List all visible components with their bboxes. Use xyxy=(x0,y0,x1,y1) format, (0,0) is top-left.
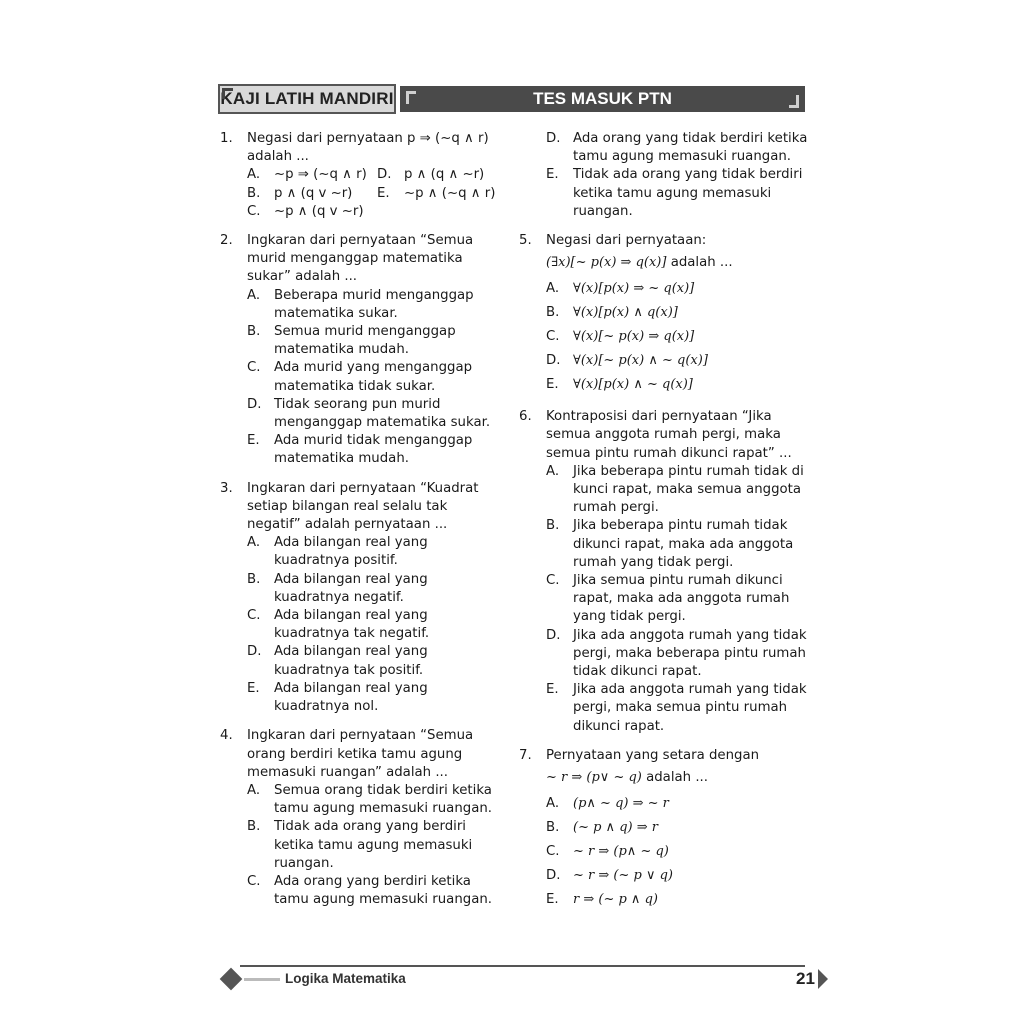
question-3 xyxy=(220,480,505,717)
question-expression: ~ r ⇒ (p∨ ~ q) adalah ... xyxy=(546,770,709,786)
option-e: E. ~p ∧ (~q ∧ r) xyxy=(377,185,496,201)
question-text: Negasi dari pernyataan: xyxy=(546,233,707,249)
footer-bar xyxy=(244,978,280,981)
question-number: 2. xyxy=(220,233,233,249)
option-a: A. ∀(x)[p(x) ⇒ ~ q(x)] xyxy=(546,281,695,297)
option-e: E. ∀(x)[p(x) ∧ ~ q(x)] xyxy=(546,377,693,393)
option-b: B. Jika beberapa pintu rumah tidak dikunci rapat, maka ada anggota rumah yang tidak pergi. xyxy=(546,518,794,570)
option-e: E. Tidak ada orang yang tidak berdiri ketika tamu agung memasuki ruangan. xyxy=(546,167,803,219)
left-column xyxy=(220,130,505,920)
section-title-bar xyxy=(400,86,805,112)
question-6 xyxy=(519,408,809,736)
option-b: B. p ∧ (q v ~r) xyxy=(247,185,353,201)
question-5 xyxy=(519,232,809,397)
option-d: D. Ada bilangan real yang kuadratnya tak positif. xyxy=(247,644,428,678)
option-b: B. (~ p ∧ q) ⇒ r xyxy=(546,820,658,836)
question-number: 3. xyxy=(220,480,233,496)
option-c: C. Ada bilangan real yang kuadratnya tak negatif. xyxy=(247,608,430,642)
option-c: C. ~ r ⇒ (p∧ ~ q) xyxy=(546,844,669,860)
option-d: D. ∀(x)[~ p(x) ∧ ~ q(x)] xyxy=(546,353,708,369)
question-1 xyxy=(220,130,505,221)
question-4 xyxy=(220,727,505,909)
footer-divider xyxy=(240,965,805,967)
question-text: Pernyataan yang setara dengan xyxy=(546,747,760,763)
question-number: 5. xyxy=(519,233,532,249)
section-label-box xyxy=(218,84,396,114)
option-b: B. ∀(x)[p(x) ∧ q(x)] xyxy=(546,305,678,321)
option-e: E. Jika ada anggota rumah yang tidak pergi, maka semua pintu rumah dikunci rapat. xyxy=(546,682,807,734)
footer-title: Logika Matematika xyxy=(285,971,406,986)
section-label: KAJI LATIH MANDIRI xyxy=(220,89,394,108)
page-number: 21 xyxy=(796,969,815,988)
question-text: Ingkaran dari pernyataan “Kuadrat setiap bilangan real selalu tak negatif” adalah pernyataan ... xyxy=(247,480,479,533)
option-a: A. Semua orang tidak berdiri ketika tamu agung memasuki ruangan. xyxy=(247,782,493,817)
option-b: B. Ada bilangan real yang kuadratnya negatif. xyxy=(247,571,428,605)
option-a: A. Ada bilangan real yang kuadratnya positif. xyxy=(247,535,428,569)
option-d: D. Tidak seorang pun murid menganggap matematika sukar. xyxy=(247,396,491,431)
question-text: Ingkaran dari pernyataan “Semua murid menganggap matematika sukar” adalah ... xyxy=(247,233,474,285)
question-text: Kontraposisi dari pernyataan “Jika semua anggota rumah pergi, maka semua pintu rumah dikunci rapat” ... xyxy=(546,409,792,461)
option-a: A. Beberapa murid menganggap matematika sukar. xyxy=(247,287,474,321)
option-c: C. Ada orang yang berdiri ketika tamu agung memasuki ruangan. xyxy=(247,873,493,908)
option-d: D. Ada orang yang tidak berdiri ketika tamu agung memasuki ruangan. xyxy=(546,131,808,165)
option-d: D. Jika ada anggota rumah yang tidak pergi, maka beberapa pintu rumah tidak dikunci rapat. xyxy=(546,627,807,680)
option-a: A. ~p ⇒ (~q ∧ r) xyxy=(247,167,367,183)
option-c: C. Ada murid yang menganggap matematika tidak sukar. xyxy=(247,360,473,394)
diamond-icon xyxy=(220,968,243,991)
section-title: TES MASUK PTN xyxy=(533,89,672,108)
option-e: E. Ada murid tidak menganggap matematika mudah. xyxy=(247,433,473,467)
option-c: C. ~p ∧ (q v ~r) xyxy=(247,203,364,219)
question-number: 6. xyxy=(519,409,532,425)
question-4-continued xyxy=(519,130,809,221)
right-column xyxy=(519,130,809,923)
question-number: 1. xyxy=(220,131,233,146)
question-expression: (∃x)[~ p(x) ⇒ q(x)] adalah ... xyxy=(546,255,733,271)
question-text: Negasi dari pernyataan p ⇒ (~q ∧ r) adalah ... xyxy=(247,131,489,165)
option-d: D. p ∧ (q ∧ ~r) xyxy=(377,167,485,183)
chevron-right-icon xyxy=(818,969,828,989)
question-7 xyxy=(519,747,809,912)
option-a: A. Jika beberapa pintu rumah tidak di kunci rapat, maka semua anggota rumah pergi. xyxy=(546,463,804,516)
option-c: C. Jika semua pintu rumah dikunci rapat, maka ada anggota rumah yang tidak pergi. xyxy=(546,573,790,625)
option-b: B. Semua murid menganggap matematika mudah. xyxy=(247,324,456,358)
option-d: D. ~ r ⇒ (~ p ∨ q) xyxy=(546,868,673,884)
question-2 xyxy=(220,232,505,469)
question-number: 7. xyxy=(519,747,532,763)
option-e: E. r ⇒ (~ p ∧ q) xyxy=(546,892,658,908)
options-grid xyxy=(247,166,505,221)
option-e: E. Ada bilangan real yang kuadratnya nol. xyxy=(247,680,428,715)
option-b: B. Tidak ada orang yang berdiri ketika tamu agung memasuki ruangan. xyxy=(247,819,473,871)
question-number: 4. xyxy=(220,728,233,744)
option-c: C. ∀(x)[~ p(x) ⇒ q(x)] xyxy=(546,329,695,345)
question-text: Ingkaran dari pernyataan “Semua orang berdiri ketika tamu agung memasuki ruangan” adalah ... xyxy=(247,728,474,780)
option-a: A. (p∧ ~ q) ⇒ ~ r xyxy=(546,796,669,812)
